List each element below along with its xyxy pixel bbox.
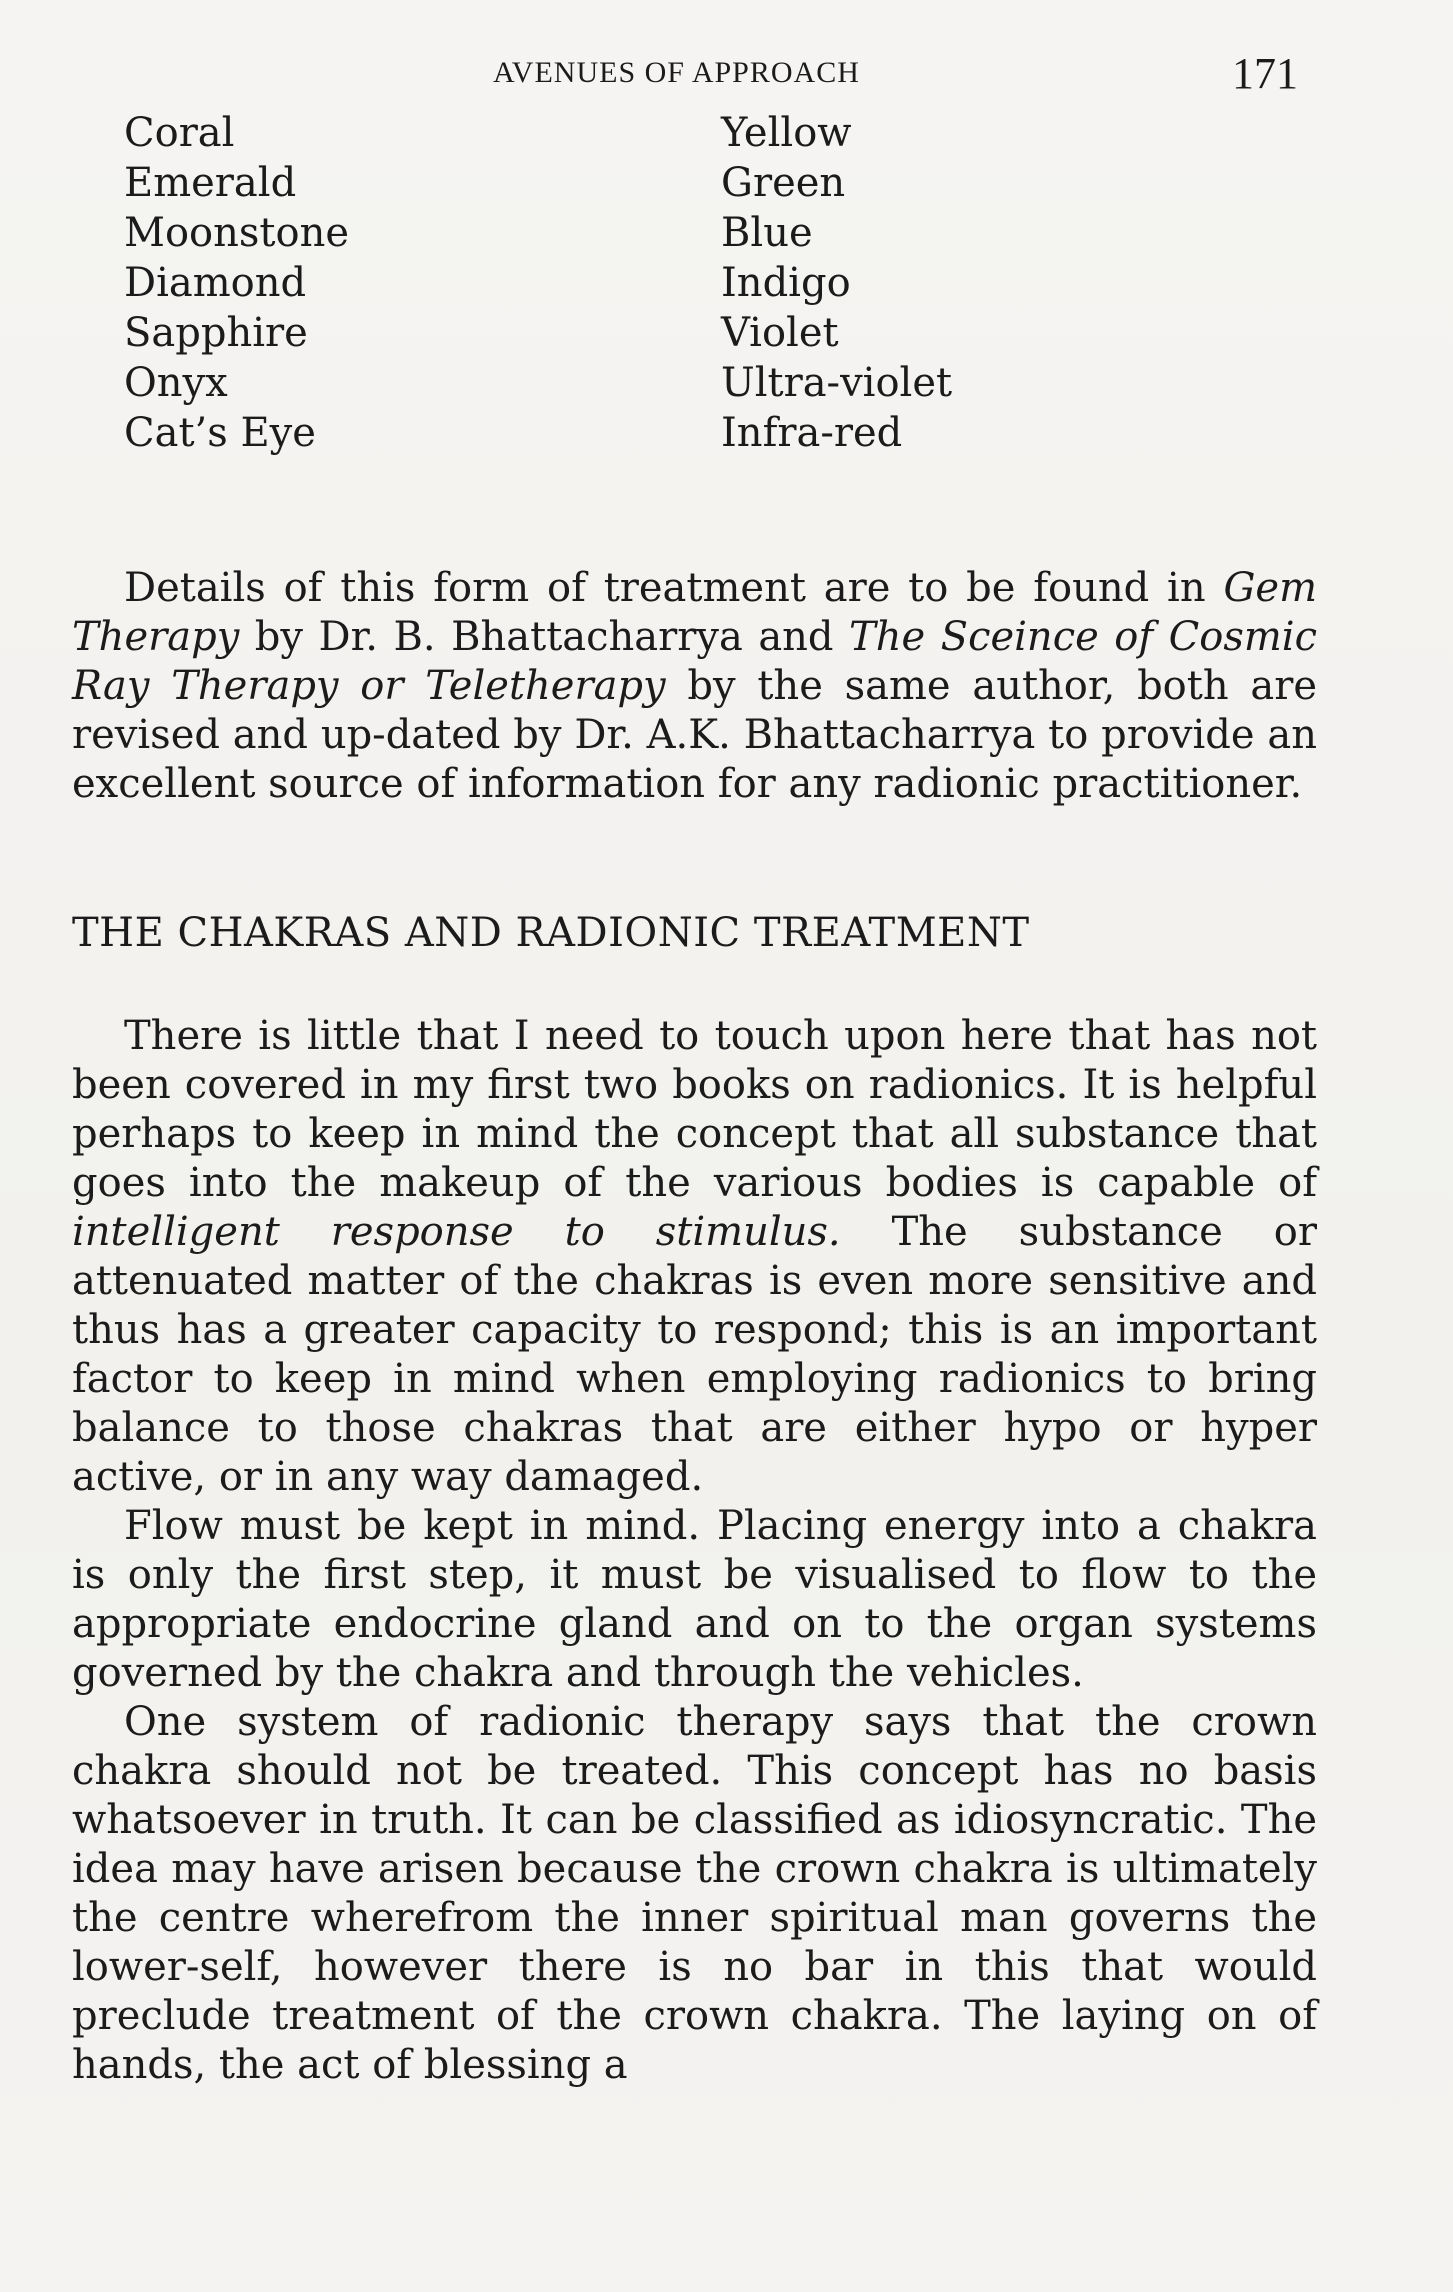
- section-body: [72, 1012, 1317, 2090]
- gem-color: Green: [721, 160, 846, 206]
- paragraph-text: The substance or attenuated matter of the chakras is even more sensitive and thus has a greater capacity to respond; this is an important factor to keep in mind when employing radionics to bring balance to those chakras that are either hypo or hyper active, or in any way damaged.: [72, 1209, 1317, 1500]
- gem-color: Yellow: [721, 110, 852, 156]
- gem-color: Blue: [721, 210, 813, 256]
- running-head: AVENUES OF APPROACH: [493, 56, 860, 89]
- paragraph: Flow must be kept in mind. Placing energy into a chakra is only the first step, it must be visualised to flow to the appropriate endocrine gland and on to the organ systems governed by the chakra and through the vehicles.: [72, 1503, 1317, 1696]
- gem-color: Indigo: [721, 260, 851, 306]
- page-number: 171: [1232, 49, 1298, 98]
- paragraph: [72, 1012, 1317, 1502]
- table-row: [124, 108, 1124, 158]
- details-text-3: by the same author, both are revised and up-dated by Dr. A.K. Bhattacharrya to provide an excellent source of information for any radionic practitioner.: [72, 663, 1317, 807]
- table-row: [124, 258, 1124, 308]
- gem-name: Diamond: [124, 260, 307, 306]
- gem-name: Sapphire: [124, 310, 308, 356]
- emphasis-text: intelligent response to stimulus.: [72, 1209, 841, 1255]
- paragraph-text: There is little that I need to touch upon here that has not been covered in my first two books on radionics. It is helpful perhaps to keep in mind the concept that all substance that goes into the makeup of the various bodies is capable of: [72, 1013, 1317, 1206]
- gem-name: Emerald: [124, 160, 297, 206]
- gem-name: Moonstone: [124, 210, 349, 256]
- book-title-cosmic-ray: The Sceince of Cosmic Ray Therapy or Teletherapy: [72, 614, 1317, 709]
- table-row: [124, 158, 1124, 208]
- gem-color: Ultra-violet: [721, 360, 953, 406]
- table-row: [124, 358, 1124, 408]
- gem-color-table: [124, 108, 1124, 458]
- details-paragraph: [72, 564, 1317, 809]
- table-row: [124, 308, 1124, 358]
- gem-color: Infra-red: [721, 410, 903, 456]
- details-text-1: Details of this form of treatment are to be found in: [124, 565, 1224, 611]
- gem-name: Coral: [124, 110, 235, 156]
- details-paragraph-block: [72, 564, 1317, 809]
- page-header: [0, 49, 1453, 116]
- gem-name: Onyx: [124, 360, 228, 406]
- gem-color: Violet: [721, 310, 839, 356]
- gem-name: Cat’s Eye: [124, 410, 316, 456]
- section-heading: THE CHAKRAS AND RADIONIC TREATMENT: [72, 910, 1030, 956]
- details-text-2: by Dr. B. Bhattacharrya and: [239, 614, 850, 660]
- table-row: [124, 408, 1124, 458]
- paragraph: One system of radionic therapy says that the crown chakra should not be treated. This concept has no basis whatsoever in truth. It can be classified as idiosyncratic. The idea may have arisen because the crown chakra is ultimately the centre wherefrom the inner spiritual man governs the lower-self, however there is no bar in this that would preclude treatment of the crown chakra. The laying on of hands, the act of blessing a: [72, 1699, 1317, 2088]
- table-row: [124, 208, 1124, 258]
- book-title-gem-therapy: Gem Therapy: [72, 565, 1317, 660]
